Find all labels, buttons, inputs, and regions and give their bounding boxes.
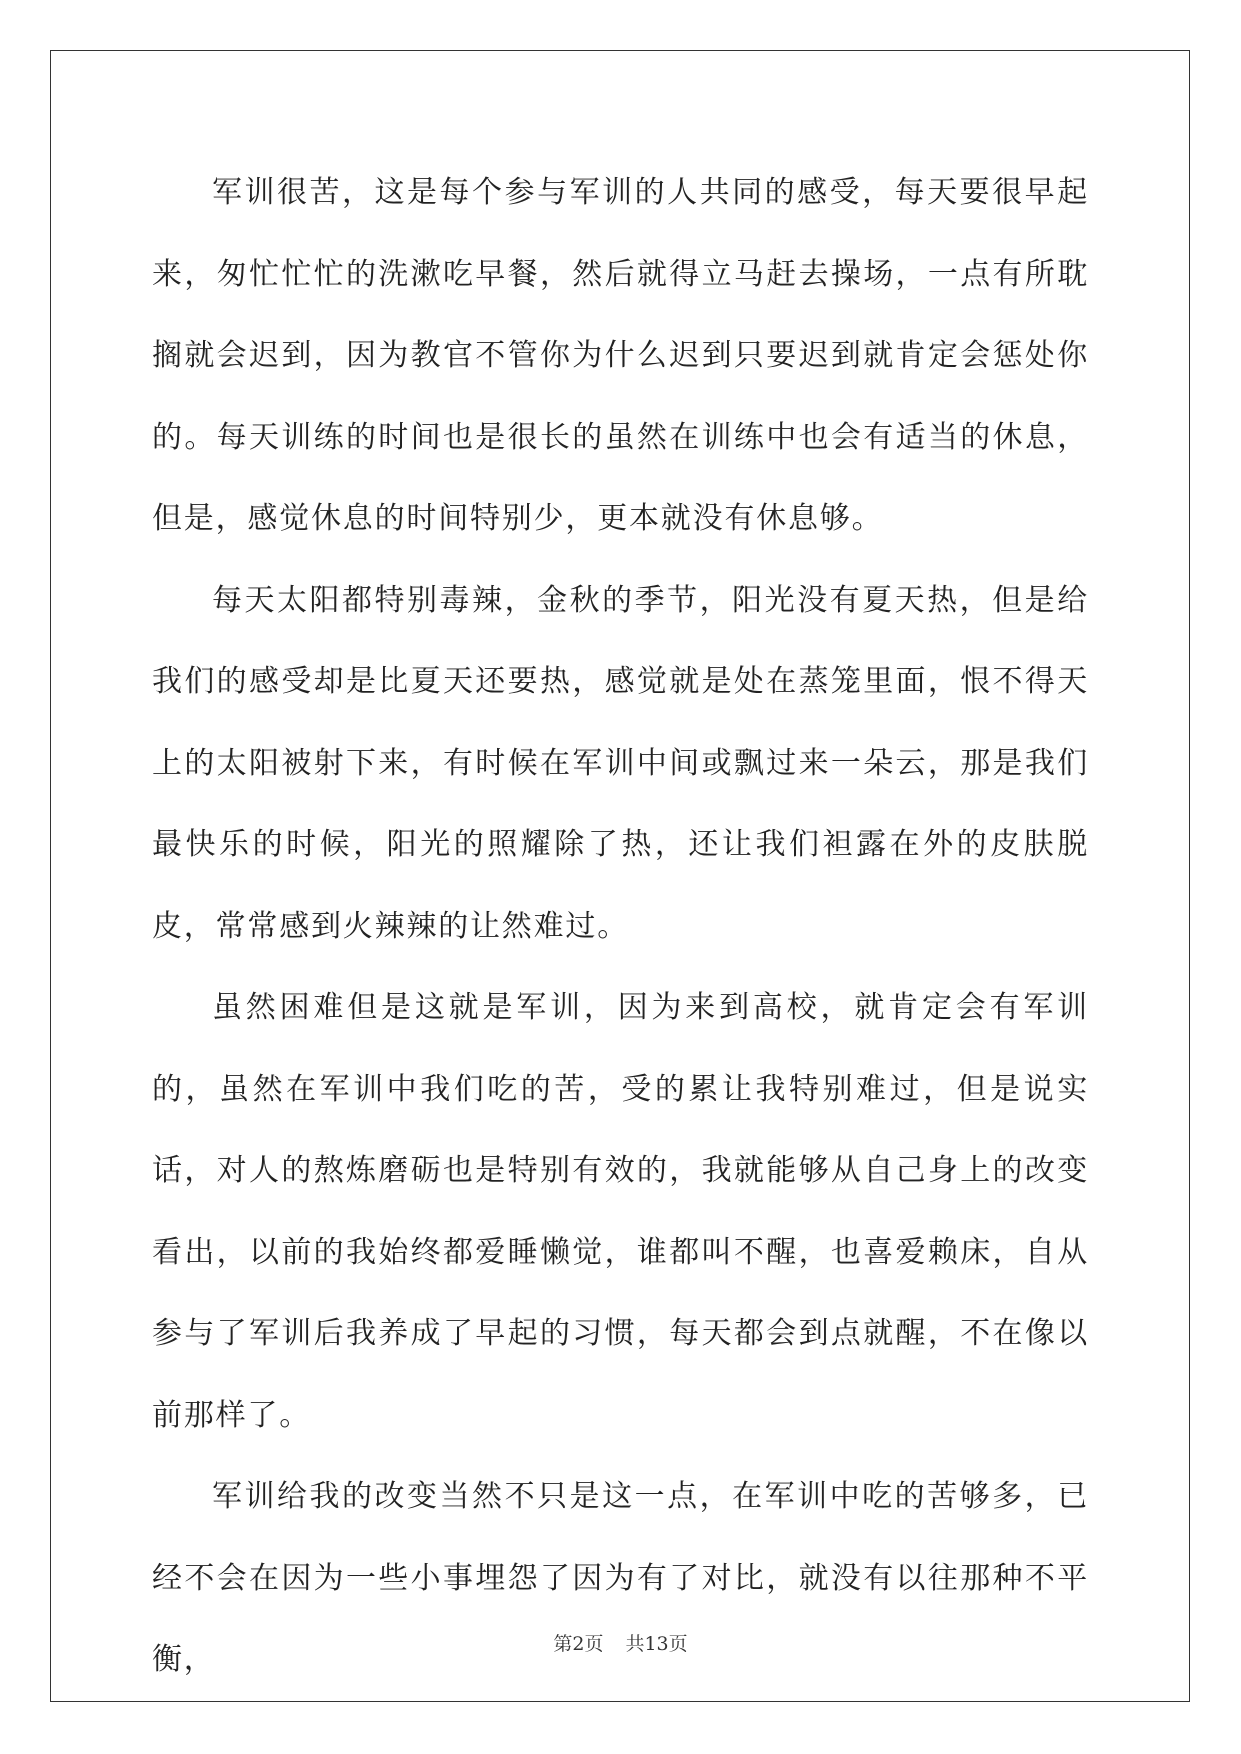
page-total: 共13页: [625, 1633, 688, 1655]
document-body: [152, 152, 1089, 1701]
page-number: 第2页: [553, 1633, 604, 1655]
paragraph-3: 虽然困难但是这就是军训，因为来到高校，就肯定会有军训的，虽然在军训中我们吃的苦，受的累让我特别难过，但是说实话，对人的熬炼磨砺也是特别有效的，我就能够从自己身上的改变看出，以前的我始终都爱睡懒觉，谁都叫不醒，也喜爱赖床，自从参与了军训后我养成了早起的习惯，每天都会到点就醒，不在像以前那样了。: [152, 990, 1089, 1433]
paragraph-4: 军训给我的改变当然不只是这一点，在军训中吃的苦够多，已经不会在因为一些小事埋怨了因为有了对比，就没有以往那种不平衡，: [152, 1479, 1089, 1677]
page-footer: [0, 1629, 1241, 1656]
paragraph-1: 军训很苦，这是每个参与军训的人共同的感受，每天要很早起来，匆忙忙忙的洗漱吃早餐，然后就得立马赶去操场，一点有所耽搁就会迟到，因为教官不管你为什么迟到只要迟到就肯定会惩处你的。每天训练的时间也是很长的虽然在训练中也会有适当的休息，但是，感觉休息的时间特别少，更本就没有休息够。: [152, 175, 1089, 536]
paragraph-2: 每天太阳都特别毒辣，金秋的季节，阳光没有夏天热，但是给我们的感受却是比夏天还要热，感觉就是处在蒸笼里面，恨不得天上的太阳被射下来，有时候在军训中间或飘过来一朵云，那是我们最快乐的时候，阳光的照耀除了热，还让我们袒露在外的皮肤脱皮，常常感到火辣辣的让然难过。: [152, 582, 1089, 944]
